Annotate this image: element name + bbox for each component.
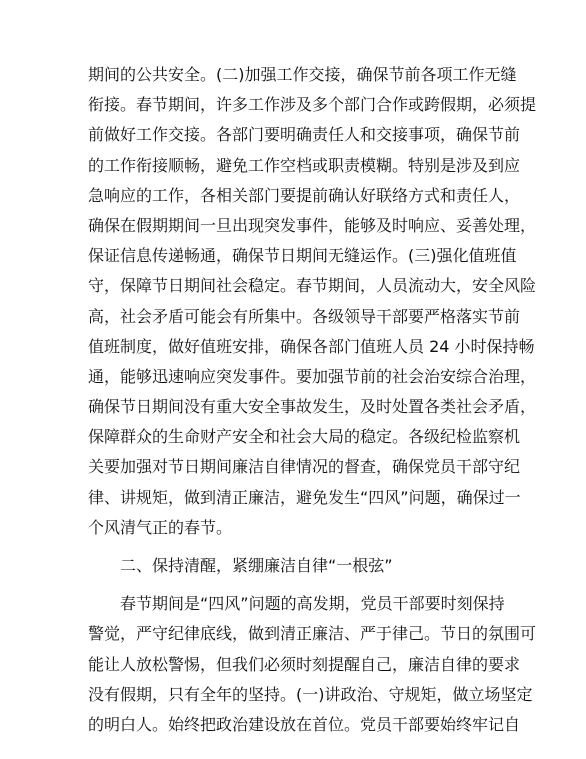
- text-line: 急响应的工作，各相关部门要提前确认好联络方式和责任人，: [88, 185, 521, 205]
- text-line: 前做好工作交接。各部门要明确责任人和交接事项，确保节前: [88, 125, 521, 145]
- text-line: 确保在假期期间一旦出现突发事件，能够及时响应、妥善处理，: [88, 215, 537, 235]
- text-line: 守，保障节日期间社会稳定。春节期间，人员流动大，安全风险: [88, 276, 537, 296]
- text-line: 律、讲规矩，做到清正廉洁，避免发生“四风”问题，确保过一: [88, 487, 521, 507]
- text-line: 警觉，严守纪律底线，做到清正廉洁、严于律己。节日的氛围可: [88, 624, 537, 644]
- text-line: 值班制度，做好值班安排，确保各部门值班人员 24 小时保持畅: [88, 336, 535, 356]
- paragraph-continued: [88, 60, 537, 543]
- text-line: 通，能够迅速响应突发事件。要加强节前的社会治安综合治理，: [88, 366, 537, 386]
- section-heading: 二、保持清醒，紧绷廉洁自律“一根弦”: [120, 556, 393, 575]
- text-line: 的明白人。始终把政治建设放在首位。党员干部要始终牢记自: [88, 714, 521, 734]
- text-line: 个风清气正的春节。: [88, 517, 233, 537]
- paragraph-gap: [88, 581, 498, 589]
- text-line: 保证信息传递畅通，确保节日期间无缝运作。(三)强化值班值: [88, 246, 517, 266]
- text-line: 能让人放松警惕，但我们必须时刻提醒自己，廉洁自律的要求: [88, 654, 521, 674]
- document-body: [88, 60, 537, 740]
- text-line: 高，社会矛盾可能会有所集中。各级领导干部要严格落实节前: [88, 306, 521, 326]
- paragraph: [88, 589, 537, 740]
- text-line: 春节期间是“四风”问题的高发期，党员干部要时刻保持: [120, 594, 505, 614]
- text-line: 确保节日期间没有重大安全事故发生，及时处置各类社会矛盾，: [88, 397, 537, 417]
- text-line: 关要加强对节日期间廉洁自律情况的督查，确保党员干部守纪: [88, 457, 521, 477]
- text-line: 的工作衔接顺畅，避免工作空档或职责模糊。特别是涉及到应: [88, 155, 521, 175]
- text-line: 没有假期，只有全年的坚持。(一)讲政治、守规矩，做立场坚定: [88, 684, 533, 704]
- text-line: 保障群众的生命财产安全和社会大局的稳定。各级纪检监察机: [88, 427, 521, 447]
- text-line: 衔接。春节期间，许多工作涉及多个部门合作或跨假期，必须提: [88, 95, 537, 115]
- paragraph-gap: [88, 543, 498, 551]
- text-line: 期间的公共安全。(二)加强工作交接，确保节前各项工作无缝: [88, 65, 517, 84]
